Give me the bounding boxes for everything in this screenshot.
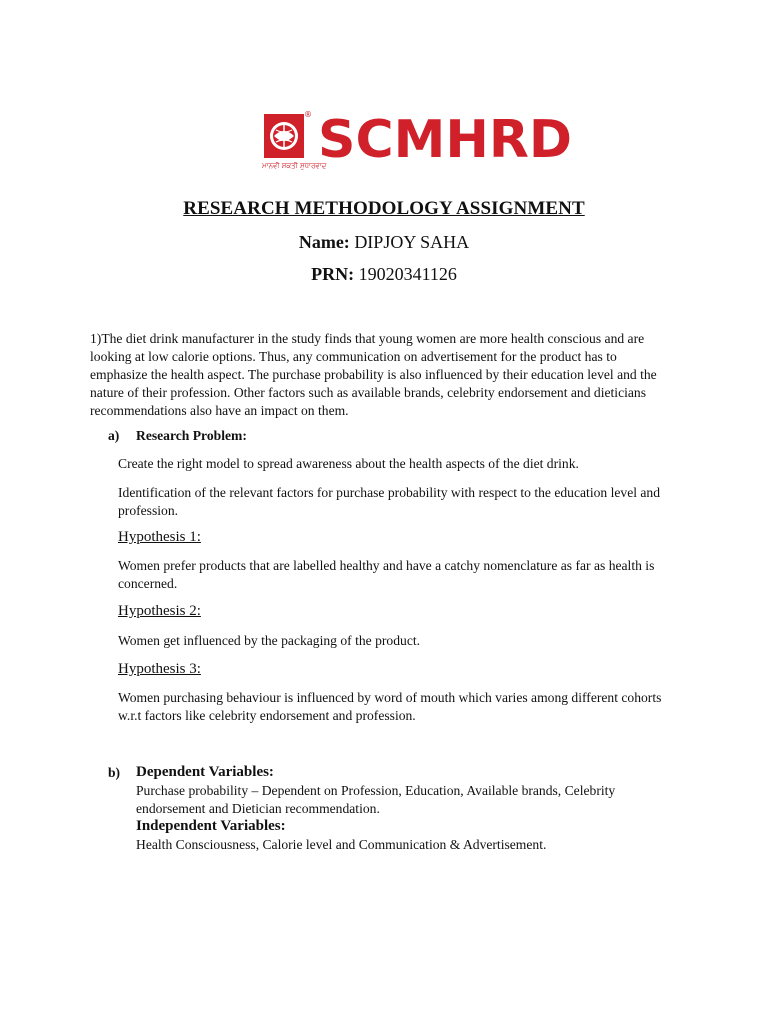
hypothesis-3-text <box>118 689 688 725</box>
section-b-marker: b) <box>108 765 121 780</box>
intro-line: 1)The diet drink manufacturer in the study finds that young women are more health conscious and are <box>90 331 645 346</box>
hypothesis-2-label: Hypothesis 2: <box>118 603 201 619</box>
problem-line: Identification of the relevant factors for purchase probability with respect to the education level and <box>118 485 661 500</box>
hypothesis-line: concerned. <box>118 576 178 591</box>
logo-tagline: ਮਾਨਵੀ ਸ਼ਕਤੀ ਸੁਧਾਰਵਾਦ <box>262 162 327 170</box>
hypothesis-line: w.r.t factors like celebrity endorsement and profession. <box>118 708 416 723</box>
intro-paragraph <box>90 330 690 420</box>
document-title: RESEARCH METHODOLOGY ASSIGNMENT <box>183 198 585 219</box>
prn-value: 19020341126 <box>358 264 457 284</box>
hypothesis-2-text: Women get influenced by the packaging of the product. <box>118 633 421 648</box>
section-a-marker: a) <box>108 428 120 443</box>
hypothesis-1-text <box>118 557 688 593</box>
dependent-line: Purchase probability – Dependent on Profession, Education, Available brands, Celebrity <box>136 783 616 798</box>
prn-line <box>0 264 768 285</box>
independent-variables-heading: Independent Variables: <box>136 818 286 834</box>
name-label: Name: <box>298 232 350 252</box>
hypothesis-line: Women purchasing behaviour is influenced by word of mouth which varies among different cohorts <box>118 690 662 705</box>
scmhrd-logo <box>262 110 573 172</box>
dependent-variables-heading: Dependent Variables: <box>136 764 274 780</box>
name-value: DIPJOY SAHA <box>354 232 470 252</box>
dependent-variables-text <box>136 782 656 818</box>
registered-mark: ® <box>304 110 312 119</box>
intro-line: looking at low calorie options. Thus, any communication on advertisement for the product has to <box>90 349 617 364</box>
research-problem-1: Create the right model to spread awareness about the health aspects of the diet drink. <box>118 456 579 471</box>
intro-line: recommendations also have an impact on them. <box>90 403 349 418</box>
section-a-heading: Research Problem: <box>136 428 247 443</box>
intro-line: nature of their profession. Other factors such as available brands, celebrity endorsement and dieticians <box>90 385 647 400</box>
student-name-line <box>0 232 768 253</box>
prn-label: PRN: <box>311 264 355 284</box>
problem-line: profession. <box>118 503 179 518</box>
logo-wordmark: SCMHRD <box>318 110 573 170</box>
intro-line: emphasize the health aspect. The purchase probability is also influenced by their education level and the <box>90 367 657 382</box>
dependent-line: endorsement and Dietician recommendation. <box>136 801 380 816</box>
hypothesis-3-label: Hypothesis 3: <box>118 661 201 677</box>
hypothesis-line: Women prefer products that are labelled healthy and have a catchy nomenclature as far as health is <box>118 558 655 573</box>
independent-variables-text: Health Consciousness, Calorie level and Communication & Advertisement. <box>136 837 547 852</box>
hypothesis-1-label: Hypothesis 1: <box>118 529 201 545</box>
research-problem-2 <box>118 484 688 520</box>
